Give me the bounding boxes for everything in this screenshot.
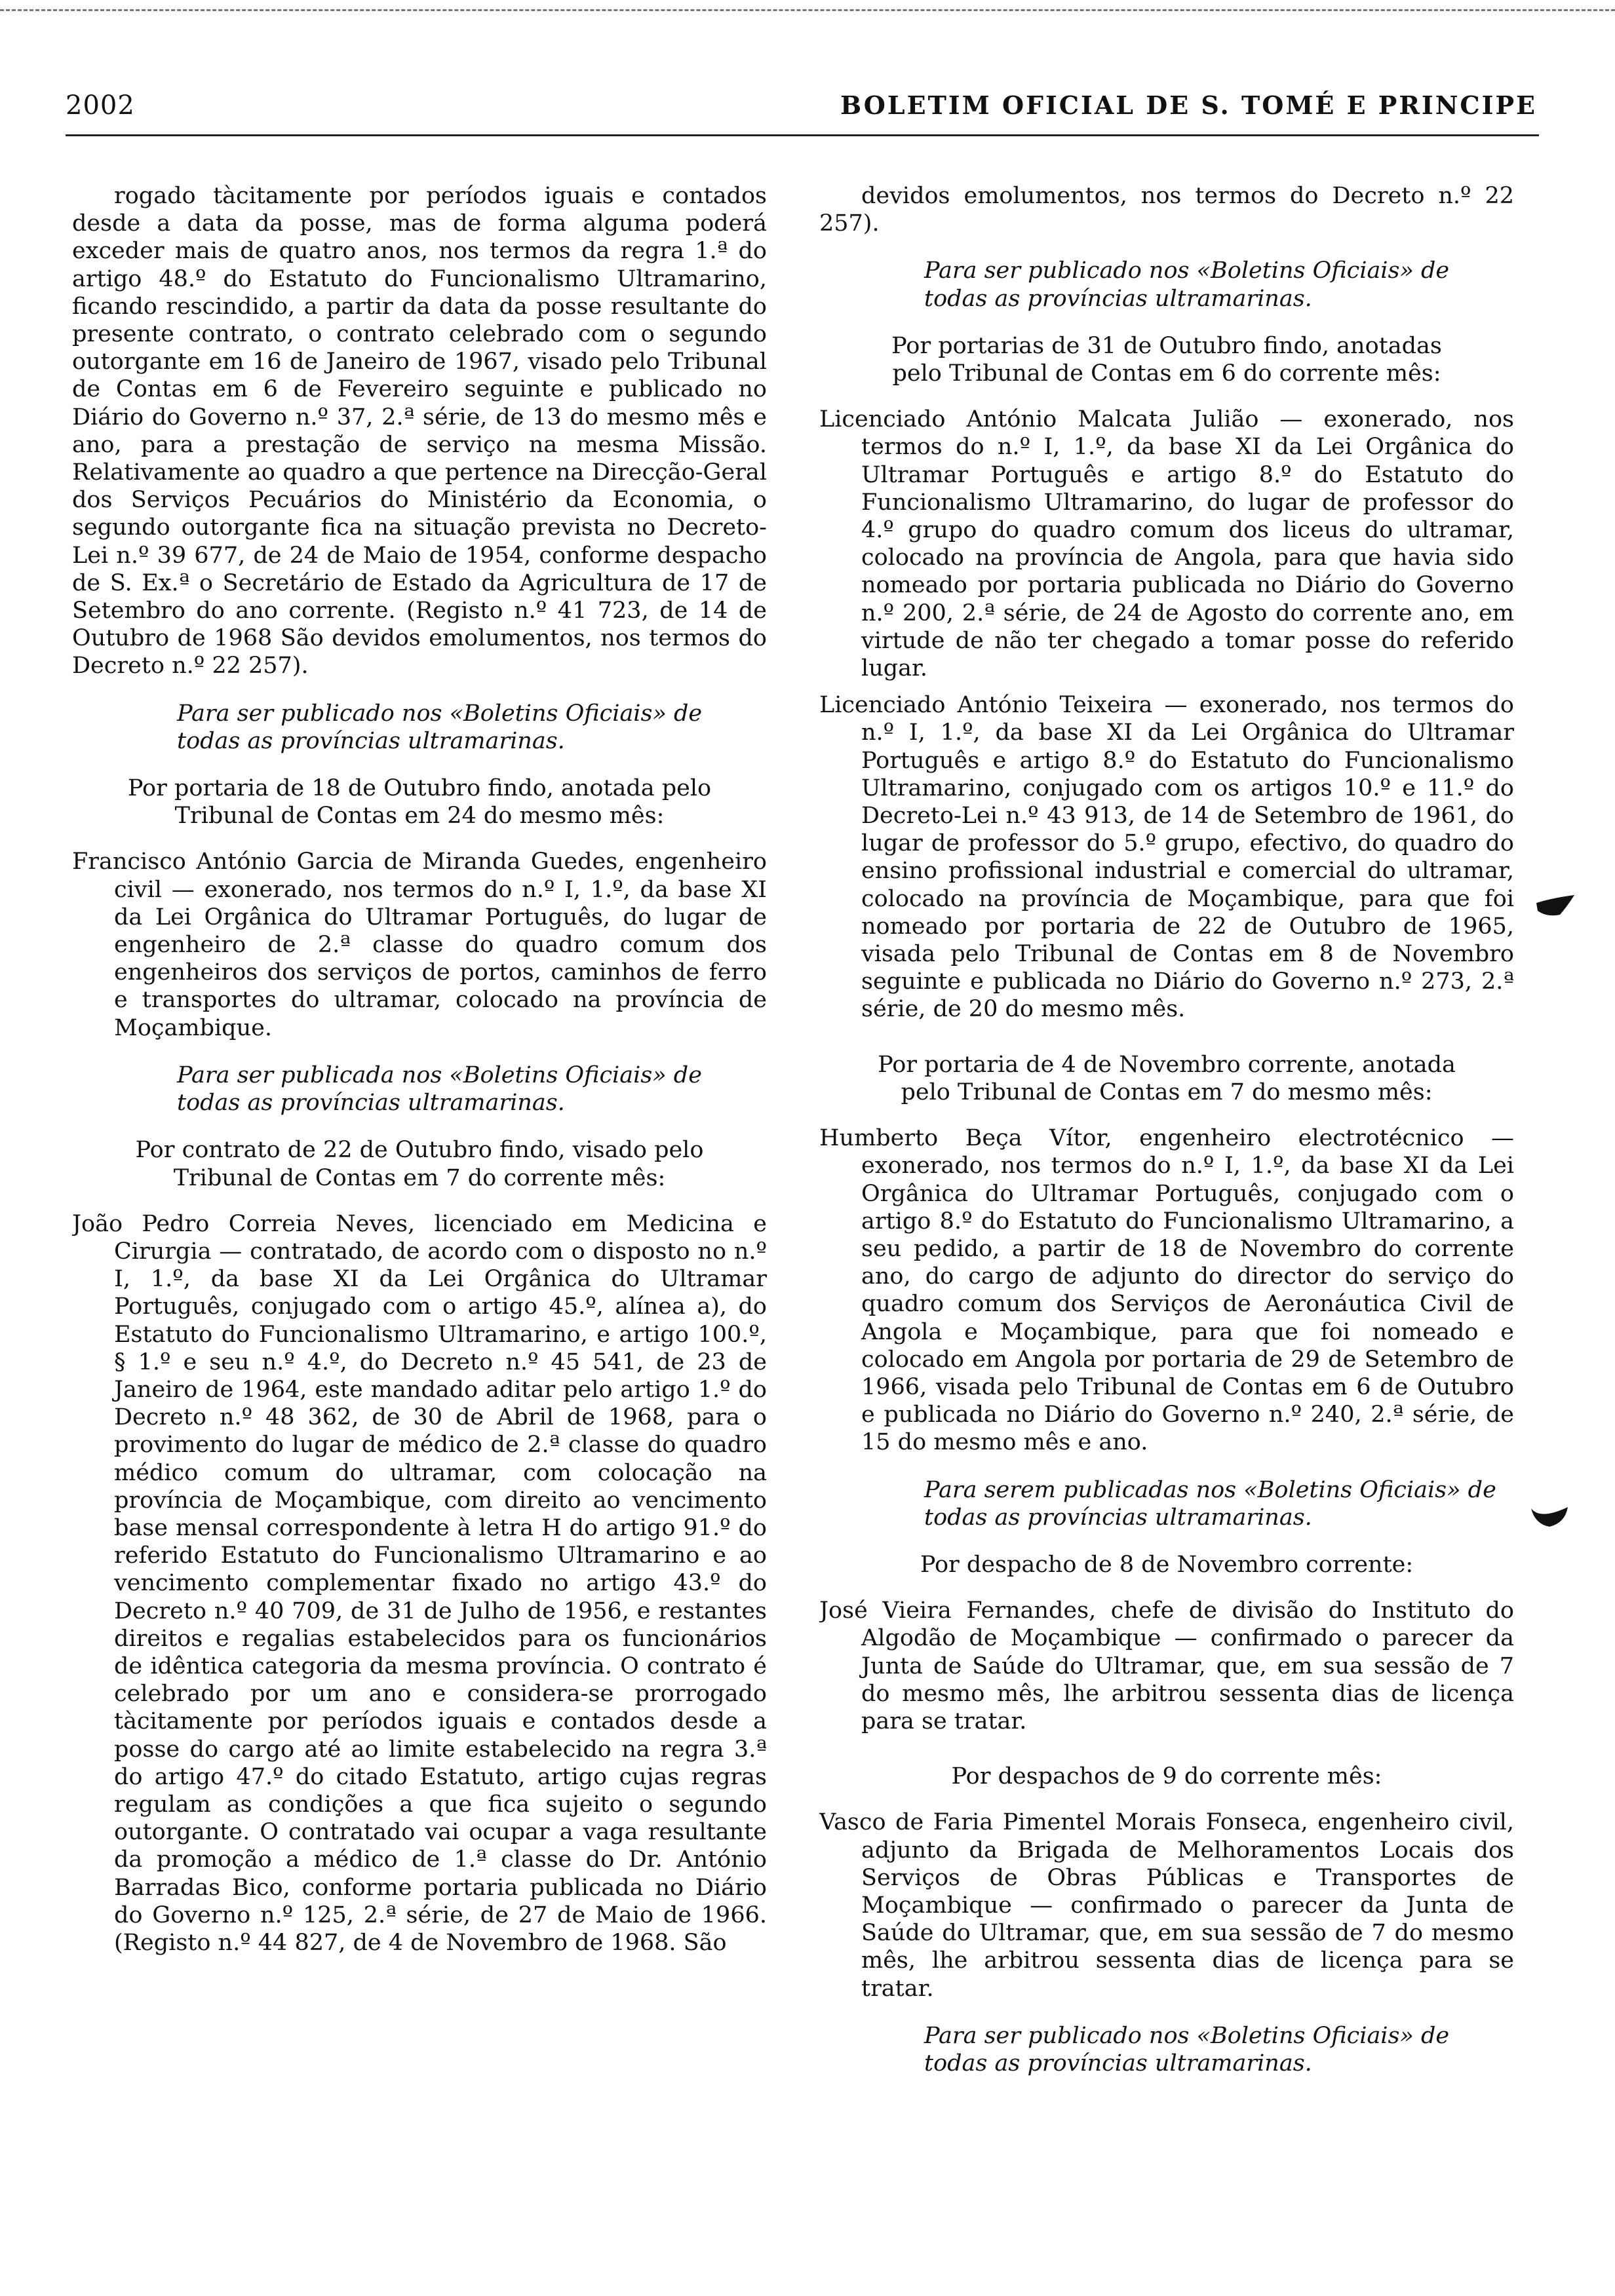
header-rule (66, 134, 1539, 136)
left-column (72, 182, 767, 2246)
section-intro: Por portaria de 4 de Novembro corrente, anotada pelo Tribunal de Contas em 7 do mesmo mês: (878, 1051, 1456, 1105)
binding-mark-icon (1527, 1501, 1573, 1529)
running-title: BOLETIM OFICIAL DE S. TOMÉ E PRINCIPE (840, 90, 1537, 120)
page-number: 2002 (66, 90, 135, 121)
publication-note: Para serem publicadas nos «Boletins Oficiais» de todas as províncias ultramarinas. (924, 1476, 1496, 1531)
section-intro: Por portaria de 18 de Outubro findo, anotada pelo Tribunal de Contas em 24 do mesmo mês: (127, 775, 712, 830)
publication-note: Para ser publicado nos «Boletins Oficiais» de todas as províncias ultramarinas. (177, 700, 703, 754)
publication-note: Para ser publicada nos «Boletins Oficiais» de todas as províncias ultramarinas. (177, 1062, 702, 1117)
entry: Humberto Beça Vítor, engenheiro electrotécnico — exonerado, nos termos do n.º I, 1.º, da base XI da Lei Orgânica do Ultramar Português, conjugado com o artigo 8.º do Estatuto do Funcionalismo Ultramarino, a seu pedido, a partir de 18 de Novembro do corrente ano, do cargo de adjunto do director do serviço do quadro comum dos Serviços de Aeronáutica Civil de Angola e Moçambique, para que foi nomeado e colocado em Angola por portaria de 29 de Setembro de 1966, visada pelo Tribunal de Contas em 6 de Outubro e publicada no Diário do Governo n.º 240, 2.ª série, de 15 do mesmo mês e ano. (819, 1125, 1514, 1456)
section-intro: Por contrato de 22 de Outubro findo, visado pelo Tribunal de Contas em 7 do corrente mês: (135, 1137, 704, 1191)
entry: Licenciado António Malcata Julião — exonerado, nos termos do n.º I, 1.º, da base XI da Lei Orgânica do Ultramar Português e artigo 8.º do Estatuto do Funcionalismo Ultramarino, do lugar de professor do 4.º grupo do quadro comum dos liceus do ultramar, colocado na província de Angola, para que havia sido nomeado por portaria publicada no Diário do Governo n.º 200, 2.ª série, de 24 de Agosto do corrente ano, em virtude de não ter chegado a tomar posse do referido lugar. (819, 406, 1514, 682)
right-column (819, 182, 1514, 2246)
entry: José Vieira Fernandes, chefe de divisão do Instituto do Algodão de Moçambique — confirmado o parecer da Junta de Saúde do Ultramar, que, em sua sessão de 7 do mesmo mês, lhe arbitrou sessenta dias de licença para se tratar. (819, 1598, 1514, 1734)
entry: Francisco António Garcia de Miranda Guedes, engenheiro civil — exonerado, nos termos do n.º I, 1.º, da base XI da Lei Orgânica do Ultramar Português, do lugar de engenheiro de 2.ª classe do quadro comum dos engenheiros dos serviços de portos, caminhos de ferro e transportes do ultramar, colocado na província de Moçambique. (72, 849, 767, 1041)
entry: Licenciado António Teixeira — exonerado, nos termos do n.º I, 1.º, da base XI da Lei Orgânica do Ultramar Português e artigo 8.º do Estatuto do Funcionalismo Ultramarino, conjugado com os artigos 10.º e 11.º do Decreto-Lei n.º 43 913, de 14 de Setembro de 1961, do lugar de professor do 5.º grupo, efectivo, do quadro do ensino profissional industrial e comercial do ultramar, colocado na província de Moçambique, para que foi nomeado por portaria de 22 de Outubro de 1965, visada pelo Tribunal de Contas em 8 de Novembro seguinte e publicada no Diário do Governo n.º 273, 2.ª série, de 20 do mesmo mês. (819, 692, 1514, 1023)
entry: Vasco de Faria Pimentel Morais Fonseca, engenheiro civil, adjunto da Brigada de Melhoramentos Locais dos Serviços de Obras Públicas e Transportes de Moçambique — confirmado o parecer da Junta de Saúde do Ultramar, que, em sua sessão de 7 do mesmo mês, lhe arbitrou sessenta dias de licença para se tratar. (819, 1809, 1514, 2002)
entry: João Pedro Correia Neves, licenciado em Medicina e Cirurgia — contratado, de acordo com o disposto no n.º I, 1.º, da base XI da Lei Orgânica do Ultramar Português, conjugado com o artigo 45.º, alínea a), do Estatuto do Funcionalismo Ultramarino, e artigo 100.º, § 1.º e seu n.º 4.º, do Decreto n.º 45 541, de 23 de Janeiro de 1964, este mandado aditar pelo artigo 1.º do Decreto n.º 48 362, de 30 de Abril de 1968, para o provimento do lugar de médico de 2.ª classe do quadro médico comum do ultramar, com colocação na província de Moçambique, com direito ao vencimento base mensal correspondente à letra H do artigo 91.º do referido Estatuto do Funcionalismo Ultramarino e ao vencimento complementar fixado no artigo 43.º do Decreto n.º 40 709, de 31 de Julho de 1956, e restantes direitos e regalias estabelecidos para os funcionários de idêntica categoria da mesma província. O contrato é celebrado por um ano e considera-se prorrogado tàcitamente por períodos iguais e contados desde a posse do cargo até ao limite estabelecido na regra 3.ª do artigo 47.º do citado Estatuto, artigo cujas regras regulam as condições a que fica sujeito o segundo outorgante. O contratado vai ocupar a vaga resultante da promoção a médico de 1.ª classe do Dr. António Barradas Bico, conforme portaria publicada no Diário do Governo n.º 125, 2.ª série, de 27 de Maio de 1966. (Registo n.º 44 827, de 4 de Novembro de 1968. São (72, 1210, 767, 1956)
page-header (66, 90, 1537, 123)
section-intro: Por despacho de 8 de Novembro corrente: (920, 1551, 1414, 1578)
publication-note: Para ser publicado nos «Boletins Oficiais» de todas as províncias ultramarinas. (924, 258, 1450, 312)
section-intro: Por portarias de 31 de Outubro findo, anotadas pelo Tribunal de Contas em 6 do corrente mês: (891, 332, 1442, 387)
section-intro: Por despachos de 9 do corrente mês: (951, 1763, 1382, 1790)
top-border (0, 9, 1615, 11)
paragraph: devidos emolumentos, nos termos do Decreto n.º 22 257). (819, 183, 1514, 237)
publication-note: Para ser publicado nos «Boletins Oficiais» de todas as províncias ultramarinas. (924, 2022, 1450, 2076)
binding-mark-icon (1534, 891, 1580, 920)
paragraph: rogado tàcitamente por períodos iguais e contados desde a data da posse, mas de forma alguma poderá exceder mais de quatro anos, nos termos da regra 1.ª do artigo 48.º do Estatuto do Funcionalismo Ultramarino, ficando rescindido, a partir da data da posse resultante do presente contrato, o contrato celebrado com o segundo outorgante em 16 de Janeiro de 1967, visado pelo Tribunal de Contas em 6 de Fevereiro seguinte e publicado no Diário do Governo n.º 37, 2.ª série, de 13 do mesmo mês e ano, para a prestação de serviço na mesma Missão. Relativamente ao quadro a que pertence na Direcção-Geral dos Serviços Pecuários do Ministério da Economia, o segundo outorgante fica na situação prevista no Decreto-Lei n.º 39 677, de 24 de Maio de 1954, conforme despacho de S. Ex.ª o Secretário de Estado da Agricultura de 17 de Setembro do ano corrente. (Registo n.º 41 723, de 14 de Outubro de 1968 São devidos emolumentos, nos termos do Decreto n.º 22 257). (72, 183, 767, 679)
